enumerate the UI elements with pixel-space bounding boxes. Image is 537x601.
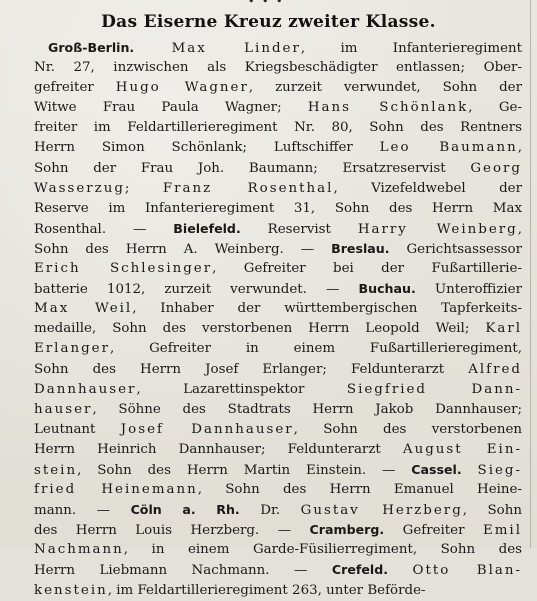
text-run: mann. — xyxy=(34,503,131,519)
place-name: Cramberg. xyxy=(309,522,385,538)
person-name: Josef Dannhauser xyxy=(120,421,294,437)
article-line xyxy=(34,339,522,359)
article-line xyxy=(34,420,522,440)
text-run: Witwe Frau Paula Wagner; xyxy=(34,100,308,116)
article-line xyxy=(34,159,522,179)
person-name: Siegfried Dann- xyxy=(346,381,522,397)
place-name: Cassel. xyxy=(411,461,462,477)
article-line xyxy=(34,58,522,78)
text-run xyxy=(388,563,412,578)
place-name: Crefeld. xyxy=(331,562,388,578)
article-line xyxy=(34,98,522,118)
text-run: Reserve im Infanterieregiment 31, Sohn des Herrn Max xyxy=(34,200,522,216)
person-name: Alfred xyxy=(468,361,522,377)
person-name: fried Heinemann xyxy=(34,482,198,498)
person-name: Dannhauser xyxy=(34,381,137,397)
article-headline: Das Eiserne Kreuz zweiter Klasse. xyxy=(101,12,436,32)
text-run: , Inhaber der württembergischen Tapferkeits- xyxy=(132,301,522,317)
text-run xyxy=(462,463,478,478)
text-run: , Sohn des Herrn Martin Einstein. — xyxy=(77,462,412,478)
article-line xyxy=(34,380,522,400)
person-name: Nachmann xyxy=(34,542,124,558)
person-name: August Ein- xyxy=(402,441,522,457)
article-line xyxy=(48,38,522,58)
article-line xyxy=(34,440,522,460)
text-run: Gerichtsassessor xyxy=(389,241,522,257)
text-run: des Herrn Louis Herzberg. — xyxy=(34,523,310,539)
text-run: Sohn der Frau Joh. Baumann; Ersatzreservist xyxy=(34,160,471,176)
text-run: Sohn des Herrn Josef Erlanger; Feldunterarzt xyxy=(34,361,469,377)
person-name: Erlanger xyxy=(34,341,110,357)
article-line xyxy=(34,581,522,601)
text-run: Herrn Simon Schönlank; Luftschiffer xyxy=(34,140,380,156)
article-line xyxy=(34,480,522,500)
person-name: Max Weil xyxy=(34,301,133,317)
article-line xyxy=(34,500,522,520)
person-name: kenstein xyxy=(34,582,108,598)
article-line xyxy=(34,299,522,319)
text-run: , Sohn des verstorbenen xyxy=(293,421,522,437)
text-run: Leutnant xyxy=(34,421,121,437)
text-run: , Sohn des Herrn Emanuel Heine- xyxy=(197,482,522,498)
text-run: Sohn des Herrn A. Weinberg. — xyxy=(34,241,332,257)
person-name: Hans Schönlank xyxy=(307,100,469,116)
person-name: Leo Baumann xyxy=(379,140,518,156)
article-line xyxy=(34,219,522,239)
text-run: ; xyxy=(124,180,163,196)
text-run: , xyxy=(517,140,522,156)
article-line xyxy=(34,179,522,199)
article-body xyxy=(34,38,522,601)
text-run: Herrn Liebmann Nachmann. — xyxy=(34,563,332,579)
person-name: Max Linder xyxy=(134,41,301,56)
text-run: Unteroffizier xyxy=(415,282,522,298)
person-name: Harry Weinberg xyxy=(357,221,518,237)
article-line xyxy=(34,319,522,339)
text-run: Nr. 27, inzwischen als Kriegsbeschädigter entlassen; Ober- xyxy=(34,60,522,76)
text-run: , Söhne des Stadtrats Herrn Jakob Dannhauser; xyxy=(92,401,522,417)
place-name: Bielefeld. xyxy=(173,220,241,236)
place-name: Breslau. xyxy=(331,240,390,256)
article-line xyxy=(34,400,522,420)
text-run: , Vizefeldwebel der xyxy=(333,180,522,196)
text-run: Gefreiter xyxy=(384,523,483,539)
article-line xyxy=(34,460,522,480)
article-line xyxy=(34,560,522,580)
text-run: Herrn Heinrich Dannhauser; Feldunterarzt xyxy=(34,441,403,457)
text-run: Rosenthal. — xyxy=(34,221,174,237)
article-line xyxy=(34,540,522,560)
person-name: hauser xyxy=(34,401,93,417)
person-name: stein xyxy=(34,462,78,478)
text-run: , in einem Garde-Füsilierregiment, Sohn des xyxy=(123,542,522,558)
article-line xyxy=(34,279,522,299)
person-name: Karl xyxy=(485,321,522,337)
article-line xyxy=(34,118,522,138)
place-name: Buchau. xyxy=(358,281,416,297)
article-line xyxy=(34,199,522,219)
person-name: Hugo Wagner xyxy=(115,80,249,96)
text-run: , xyxy=(517,221,522,237)
text-run: , im Infanterieregiment xyxy=(300,41,522,56)
article-line xyxy=(34,520,522,540)
text-run: , Ge- xyxy=(468,100,522,116)
text-run: , Sohn xyxy=(462,503,522,519)
header-fragment xyxy=(248,0,288,6)
person-name: Franz Rosenthal xyxy=(162,180,334,196)
article-line xyxy=(34,259,522,279)
article-line xyxy=(34,78,522,98)
text-run: freiter im Feldartillerieregiment Nr. 80, Sohn des Rentners xyxy=(34,120,522,136)
person-name: Gustav Herzberg xyxy=(300,503,463,519)
person-name: Wasserzug xyxy=(34,180,125,196)
text-run: , Gefreiter bei der Fußartillerie- xyxy=(212,261,522,277)
text-run: , zurzeit verwundet, Sohn der xyxy=(248,80,522,96)
text-run: Reservist xyxy=(240,221,358,237)
text-run: medaille, Sohn des verstorbenen Herrn Leopold Weil; xyxy=(34,321,486,337)
person-name: Erich Schlesinger xyxy=(34,261,213,277)
text-run: batterie 1012, zurzeit verwundet. — xyxy=(34,282,359,298)
place-name: Groß-Berlin. xyxy=(48,40,135,55)
text-run: gefreiter xyxy=(34,80,116,96)
article-line xyxy=(34,360,522,380)
person-name: Otto Blan- xyxy=(412,563,522,579)
person-name: Emil xyxy=(482,523,522,539)
article-line xyxy=(34,138,522,158)
place-name: Cöln a. Rh. xyxy=(130,502,240,518)
text-run: , Lazarettinspektor xyxy=(136,381,347,397)
text-run: , Gefreiter in einem Fußartillerieregiment, xyxy=(109,341,522,357)
text-run: , im Feldartillerieregiment 263, unter Beförde- xyxy=(107,582,426,598)
text-run: Dr. xyxy=(239,503,301,519)
person-name: Sieg- xyxy=(477,462,522,478)
person-name: Georg xyxy=(470,160,522,176)
article-line xyxy=(34,239,522,259)
column-rule xyxy=(530,0,531,548)
